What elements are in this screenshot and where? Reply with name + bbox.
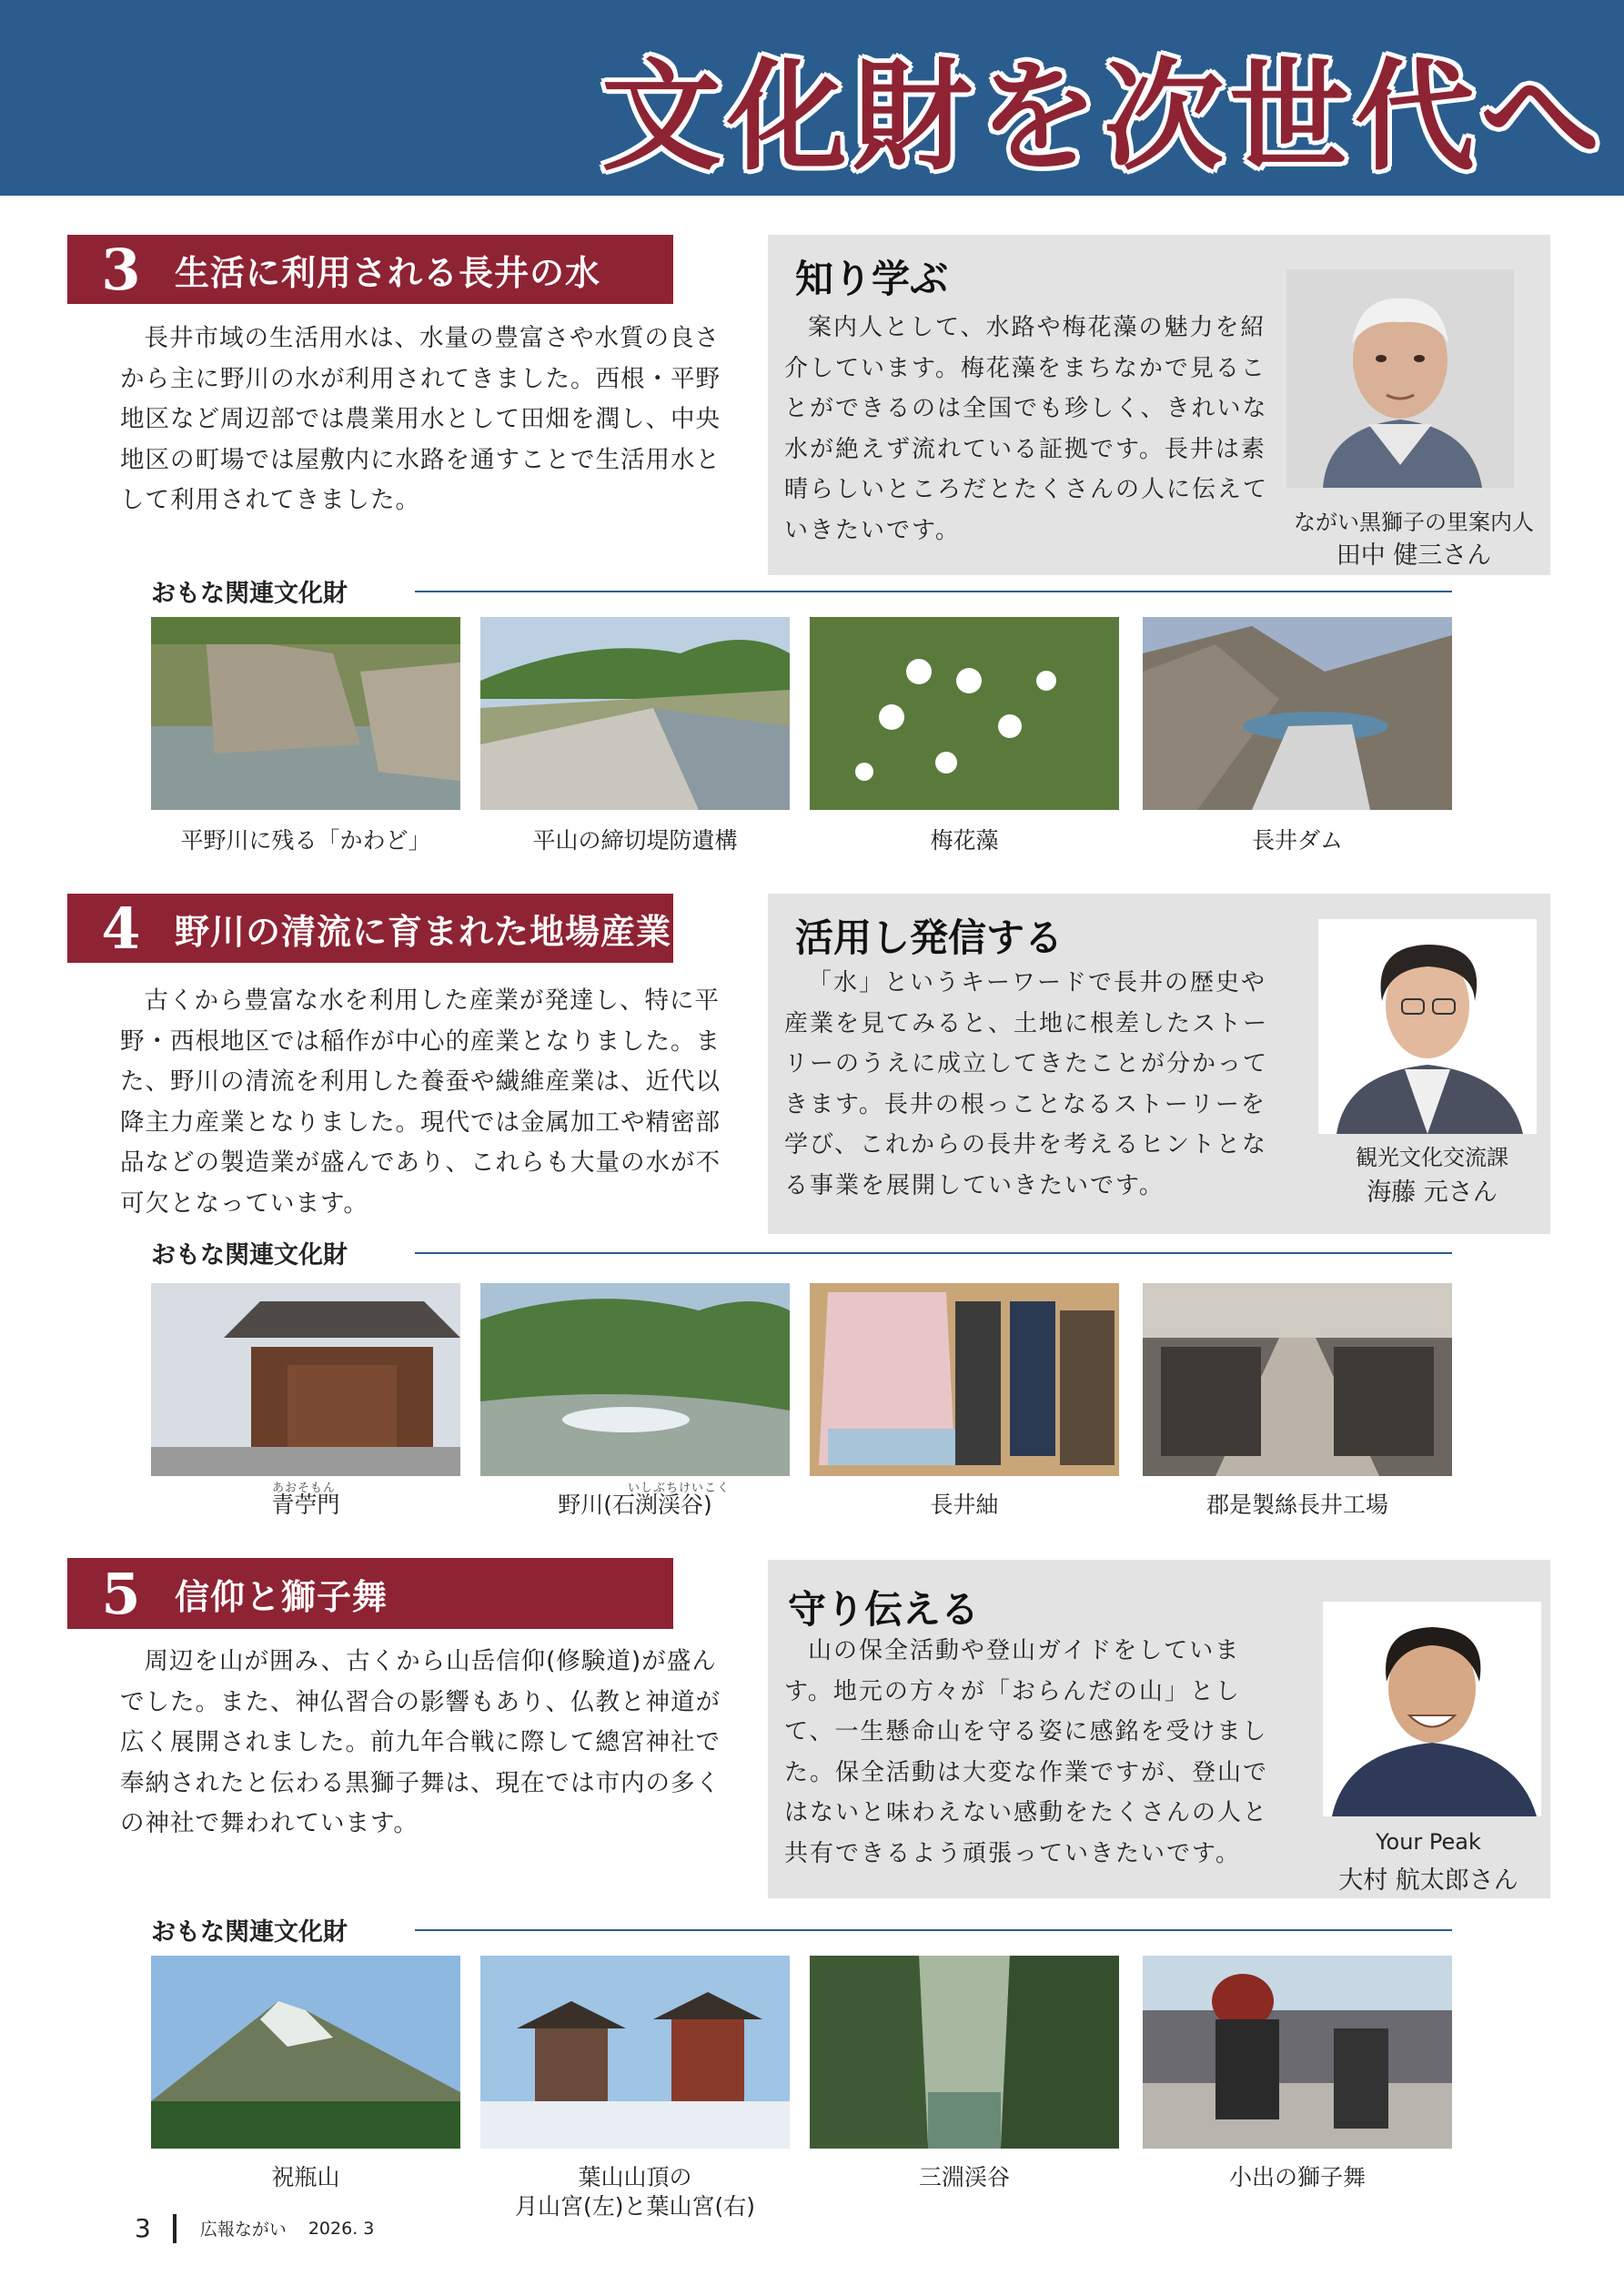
photo-ishibuchi [480, 1283, 790, 1476]
publication-name: 広報ながい [199, 2220, 287, 2240]
profile-title: 知り学ぶ [795, 257, 949, 301]
profile-name: 大村 航太郎さん [1338, 1866, 1518, 1895]
photo-kawado [151, 617, 460, 810]
divider [415, 1929, 1452, 1931]
photo-row [151, 1283, 1452, 1538]
photo-caption: 梅花藻 [930, 827, 999, 854]
photo-image [151, 617, 460, 810]
photo-gunze [1143, 1283, 1452, 1476]
photo-caption: 野川(石渕渓谷) [558, 1492, 712, 1518]
section-title: 生活に利用される長井の水 [175, 252, 601, 293]
photo-mifuchi [810, 1956, 1119, 2149]
ruby-text: あおそもん [271, 1482, 336, 1495]
ruby-text: いしぶちけいこく [627, 1482, 730, 1495]
photo-image [480, 1283, 790, 1476]
publication-date: 2026. 3 [308, 2218, 375, 2239]
divider [415, 1252, 1452, 1254]
section-5 [0, 1558, 1624, 2220]
photo-caption: 葉山山頂の 月山宮(左)と葉山宮(右) [514, 2164, 755, 2220]
portrait-photo [1286, 269, 1514, 488]
section-body-text: 古くから豊富な水を利用した産業が発達し、特に平野・西根地区では稲作が中心的産業となりました。また、野川の清流を利用した養蚕や繊維産業は、近代以降主力産業となりました。現代では金属加工や精密部品などの製造業が盛んであり、これらも大量の水が不可欠となっています。 [120, 986, 721, 1218]
profile-affiliation: ながい黒獅子の里案内人 [1294, 510, 1534, 535]
photo-caption: 青苧門 [271, 1492, 340, 1518]
photo-row [151, 617, 1452, 872]
profile-title: 守り伝える [788, 1587, 980, 1632]
profile-box [768, 894, 1550, 1234]
section-4 [0, 894, 1624, 1531]
photo-caption: 平山の締切堤防遺構 [532, 827, 738, 854]
section-heading [67, 1558, 673, 1629]
section-3 [0, 235, 1624, 872]
header-banner [0, 0, 1624, 196]
photo-image [1143, 1283, 1452, 1476]
portrait-image [1286, 269, 1514, 488]
section-body [120, 319, 739, 521]
photo-baikamo [810, 617, 1119, 810]
photo-shishimai [1143, 1956, 1452, 2149]
section-body [120, 1642, 739, 1845]
profile-text-body: 「水」というキーワードで長井の歴史や産業を見てみると、土地に根差したストーリーのうえに成立してきたことが分かってきます。長井の根っことなるストーリーを学び、これからの長井を考えるヒントとなる事業を展開していきたいです。 [784, 969, 1269, 1199]
related-heading [151, 573, 1452, 610]
section-title: 野川の清流に育まれた地場産業 [175, 911, 672, 952]
related-heading [151, 1235, 1452, 1271]
profile-affiliation: Your Peak [1376, 1829, 1481, 1855]
page-footer [135, 2213, 374, 2243]
profile-text-body: 案内人として、水路や梅花藻の魅力を紹介しています。梅花藻をまちなかで見ることができるのは全国でも珍しく、きれいな水が絶えず流れている証拠です。長井は素晴らしいところだとたくさんの人に伝えていきたいです。 [784, 314, 1269, 544]
photo-row [151, 1956, 1452, 2220]
footer-divider [173, 2214, 177, 2243]
profile-name: 田中 健三さん [1336, 541, 1492, 570]
portrait-image [1323, 1602, 1541, 1816]
section-body-text: 周辺を山が囲み、古くから山岳信仰(修験道)が盛んでした。また、神仏習合の影響もあり、仏教と神道が広く展開されました。前九年合戦に際して總宮神社で奉納されたと伝わる黒獅子舞は、現在では市内の多くの神社で舞われています。 [120, 1647, 721, 1837]
photo-caption: 長井ダム [1251, 827, 1343, 854]
photo-dam [1143, 617, 1452, 810]
profile-text [784, 308, 1276, 551]
photo-caption: 三淵渓谷 [918, 2164, 1010, 2190]
photo-teibo [480, 617, 790, 810]
page-title: 文化財を次世代へ [601, 47, 1606, 187]
photo-image [810, 1283, 1119, 1476]
related-heading [151, 1912, 1452, 1948]
photo-caption: 平野川に残る「かわど」 [180, 827, 431, 854]
page-number: 3 [135, 2213, 151, 2243]
photo-image [1143, 617, 1452, 810]
section-body [120, 981, 739, 1224]
photo-image [480, 617, 790, 810]
photo-tsumugi [810, 1283, 1119, 1476]
profile-name: 海藤 元さん [1367, 1178, 1498, 1207]
section-body-text: 長井市域の生活用水は、水量の豊富さや水質の良さから主に野川の水が利用されてきました。西根・平野地区など周辺部では農業用水として田畑を潤し、中央地区の町場では屋敷内に水路を通すことで生活用水として利用されてきました。 [120, 324, 721, 514]
photo-caption: 祝瓶山 [271, 2164, 340, 2190]
profile-box [768, 1560, 1550, 1898]
section-heading [67, 894, 673, 963]
portrait-photo [1323, 1602, 1541, 1816]
photo-image [480, 1956, 790, 2149]
section-title: 信仰と獅子舞 [175, 1576, 388, 1617]
profile-text [784, 963, 1276, 1206]
section-number: 5 [101, 1560, 141, 1627]
photo-hayama [480, 1956, 790, 2149]
profile-affiliation: 観光文化交流課 [1356, 1145, 1508, 1170]
photo-image [810, 1956, 1119, 2149]
photo-caption: 郡是製絲長井工場 [1205, 1492, 1388, 1518]
related-label: おもな関連文化財 [151, 1241, 348, 1269]
section-heading [67, 235, 673, 304]
photo-image [151, 1283, 460, 1476]
photo-image [810, 617, 1119, 810]
section-number: 4 [101, 895, 141, 962]
profile-text-body: 山の保全活動や登山ガイドをしています。地元の方々が「おらんだの山」として、一生懸命山を守る姿に感銘を受けました。保全活動は大変な作業ですが、登山ではないと味わえない感動をたくさんの人と共有できるよう頑張っていきたいです。 [784, 1637, 1269, 1867]
divider [415, 591, 1452, 592]
photo-caption: 長井紬 [930, 1492, 999, 1518]
profile-title: 活用し発信する [795, 915, 1064, 960]
portrait-image [1318, 919, 1537, 1134]
photo-iwaigame [151, 1956, 460, 2149]
profile-box [768, 235, 1550, 575]
photo-aosomon [151, 1283, 460, 1476]
related-label: おもな関連文化財 [151, 580, 348, 608]
related-label: おもな関連文化財 [151, 1918, 348, 1947]
photo-image [1143, 1956, 1452, 2149]
profile-text [784, 1631, 1276, 1874]
portrait-photo [1318, 919, 1537, 1134]
photo-image [151, 1956, 460, 2149]
photo-caption: 小出の獅子舞 [1228, 2164, 1366, 2190]
section-number: 3 [101, 236, 141, 303]
